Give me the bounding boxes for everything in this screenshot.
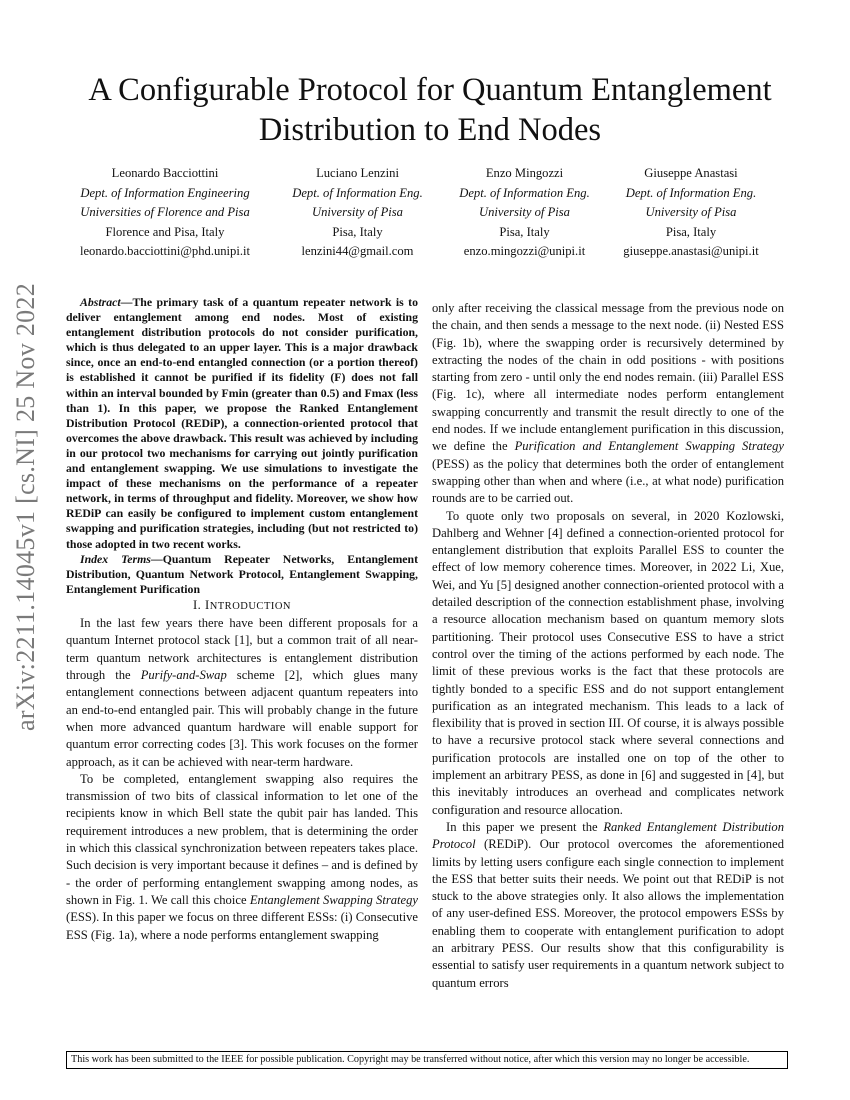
text-run: (PESS) as the policy that determines both the order of entanglement swapping other than when and where (i.e., at what node) purification rounds are to be carried out. <box>432 456 784 506</box>
author-name: Leonardo Bacciottini <box>111 166 219 180</box>
index-terms-label: Index Terms <box>80 551 151 566</box>
text-run-italic: Purify-and-Swap <box>140 668 227 683</box>
author-name: Luciano Lenzini <box>316 166 399 180</box>
text-run: (REDiP). Our protocol overcomes the aforementioned limits by letting users configure each single connection to implement the ESS that better suits their needs. We point out that REDiP is not stuck to the above strategies only. It also allows the implementation of any user-defined ESS. Moreover, the protocol empowers ESSs by enabling them to cooperate with entanglement purification to adopt an arbitrary PESS. Our results show that this configurability is essential to satisfy user requirements in a quantum network subject to quantum errors <box>432 837 784 990</box>
index-terms-text: Quantum Repeater Networks, Entanglement Distribution, Quantum Network Protocol, Entanglement Swapping, Entanglement Purification <box>66 551 418 596</box>
author-location: Pisa, Italy <box>665 224 717 239</box>
text-run-italic: Purification and Entanglement Swapping Strategy <box>514 439 785 454</box>
author-univ: Universities of Florence and Pisa <box>80 205 250 219</box>
author-univ: University of Pisa <box>645 205 737 219</box>
author-dept: Dept. of Information Eng. <box>625 185 757 200</box>
section-numeral: I. <box>192 597 202 612</box>
author-location: Florence and Pisa, Italy <box>105 224 225 239</box>
abstract: Abstract—The primary task of a quantum repeater network is to deliver entanglement among end nodes. Most of existing entanglement distribution protocols do not consider purification, which is thus delegated to an upper layer. This is a major drawback since, once an end-to-end entangled connection (or a portion thereof) is established it cannot be purified if its fidelity (F) does not fall within an interval bounded by Fmin (greater than 0.5) and Fmax (less than 1). In this paper, we propose the Ranked Entanglement Distribution Protocol (REDiP), a connection-oriented protocol that overcomes the above drawback. This result was achieved by including in our protocol two mechanisms for carrying out jointly purification and entanglement swapping. We use simulations to investigate the impact of these mechanisms on the performance of a repeater network, in terms of throughput and fidelity. Moreover, we show how REDiP can easily be configured to implement custom entanglement swapping and purification strategies, including (but not restricted to) those adopted in two recent works. <box>66 295 418 551</box>
text-run: In the last few years there have been different proposals for a quantum Internet protocol stack [1], but a common trait of all near-term quantum network architectures is entanglement distribution through the <box>66 616 418 683</box>
author-4 <box>616 164 766 262</box>
paper-title: A Configurable Protocol for Quantum Entanglement Distribution to End Nodes <box>88 72 772 148</box>
section-rest: NTRODUCTION <box>209 600 292 612</box>
intro-paragraph-3 <box>432 300 784 508</box>
intro-paragraph-4: To quote only two proposals on several, in 2020 Kozlowski, Dahlberg and Wehner [4] defined a connection-oriented protocol for entanglement distribution that exploits Parallel ESS to counter the effect of low memory coherence times. Moreover, in 2022 Li, Xue, Wei, and Yu [5] designed another connection-oriented protocol with a detailed description of the connection establishment phase, involving a resource allocation mechanism based on quantum memory slots partitioning. Their protocol uses Consecutive ESS to have a strict control over the timing of the actions performed by each node. The limit of these previous works is the fact that these protocols are tightly bonded to a specific ESS and do not support entanglement purification as an integrated mechanism. This leads to a lack of flexibility that is proved in section III. Of course, it is always possible to have a recursive protocol stack where several connections and purification protocols are installed one on top of the other to implement an arbitrary PESS, as done in [6] and suggested in [4], but this inevitably introduces an overhead and complicates network configuration and resource allocation. <box>432 508 784 817</box>
author-dept: Dept. of Information Eng. <box>292 185 423 200</box>
text-run-italic: Entanglement Swapping Strategy <box>249 892 418 907</box>
author-email: enzo.mingozzi@unipi.it <box>463 244 586 258</box>
intro-paragraph-5 <box>432 819 784 992</box>
abstract-text: The primary task of a quantum repeater network is to deliver entanglement among end nodes. Most of existing entanglement distribution protocols do not consider purification, which is thus delegated to an upper layer. This is a major drawback since, once an end-to-end entangled connection (or a portion thereof) is established it cannot be purified if its fidelity (F) does not fall within an interval bounded by Fmin (greater than 0.5) and Fmax (less than 1). In this paper, we propose the Ranked Entanglement Distribution Protocol (REDiP), a connection-oriented protocol that overcomes the above drawback. This result was achieved by including in our protocol two mechanisms for carrying out jointly purification and entanglement swapping. We use simulations to investigate the impact of these mechanisms on the performance of a repeater network, in terms of throughput and fidelity. Moreover, we show how REDiP can easily be configured to implement custom entanglement swapping and purification strategies, including (but not restricted to) those adopted in two recent works. <box>66 295 418 551</box>
copyright-footnote: This work has been submitted to the IEEE for possible publication. Copyright may be transferred without notice, after which this version may no longer be accessible. <box>66 1051 788 1069</box>
author-email: leonardo.bacciottini@phd.unipi.it <box>79 244 251 258</box>
intro-paragraph-1 <box>66 615 418 771</box>
author-dept: Dept. of Information Eng. <box>459 185 590 200</box>
author-email: giuseppe.anastasi@unipi.it <box>623 244 759 258</box>
abstract-label: Abstract <box>80 295 121 309</box>
text-run: (ESS). In this paper we focus on three different ESSs: (i) Consecutive ESS (Fig. 1a), where a node performs entanglement swapping <box>66 910 418 942</box>
section-heading-introduction <box>66 597 418 615</box>
author-name: Enzo Mingozzi <box>485 166 564 180</box>
arxiv-id-text: arXiv:2211.14045v1 [cs.NI] 25 Nov 2022 <box>11 282 41 732</box>
text-run: scheme [2], which glues many entanglement connections between adjacent quantum repeaters into an end-to-end entangled pair. This will probably change in the future when more advanced quantum hardware will enable support for quantum error correcting codes [3]. This work focuses on the former approach, as it can be achieved with near-term hardware. <box>66 668 418 769</box>
text-run: In this paper we present the <box>446 819 604 834</box>
author-location: Pisa, Italy <box>332 224 383 239</box>
right-column <box>432 300 784 992</box>
author-univ: University of Pisa <box>312 205 403 219</box>
index-terms: Index Terms—Quantum Repeater Networks, Entanglement Distribution, Quantum Network Protocol, Entanglement Swapping, Entanglement Purification <box>66 551 418 596</box>
arxiv-identifier-stamp <box>0 282 52 732</box>
author-email: lenzini44@gmail.com <box>301 244 414 258</box>
author-univ: University of Pisa <box>479 205 570 219</box>
author-dept: Dept. of Information Engineering <box>80 185 250 200</box>
intro-paragraph-2 <box>66 771 418 944</box>
text-run: only after receiving the classical message from the previous node on the chain, and then sends a message to the next node. (ii) Nested ESS (Fig. 1b), where the swapping order is recursively determined by extracting the nodes of the chain in odd positions - with positions starting from zero - until only the end nodes remain. (iii) Parallel ESS (Fig. 1c), where all intermediate nodes perform entanglement swapping concurrently and transmit the result directly to one of the end nodes. If we include entanglement purification in this discussion, we define the <box>432 301 784 454</box>
author-1 <box>75 164 255 262</box>
author-name: Giuseppe Anastasi <box>644 166 738 180</box>
section-initial: I <box>204 597 210 612</box>
text-run-italic: Ranked Entanglement Distribution Protocol <box>432 819 785 852</box>
left-column <box>66 295 418 944</box>
author-block <box>75 164 775 264</box>
author-3 <box>452 164 597 262</box>
author-location: Pisa, Italy <box>499 224 550 239</box>
author-2 <box>285 164 430 262</box>
text-run: To be completed, entanglement swapping also requires the transmission of two bits of classical information to let one of the recipients know in which Bell state the qubit pair has landed. This requirement introduces a new problem, that is determining the order in which this classical synchronization between repeaters takes place. Such decision is very important because it defines – and is defined by - the order of performing entanglement swapping among nodes, as shown in Fig. 1. We call this choice <box>66 771 418 907</box>
